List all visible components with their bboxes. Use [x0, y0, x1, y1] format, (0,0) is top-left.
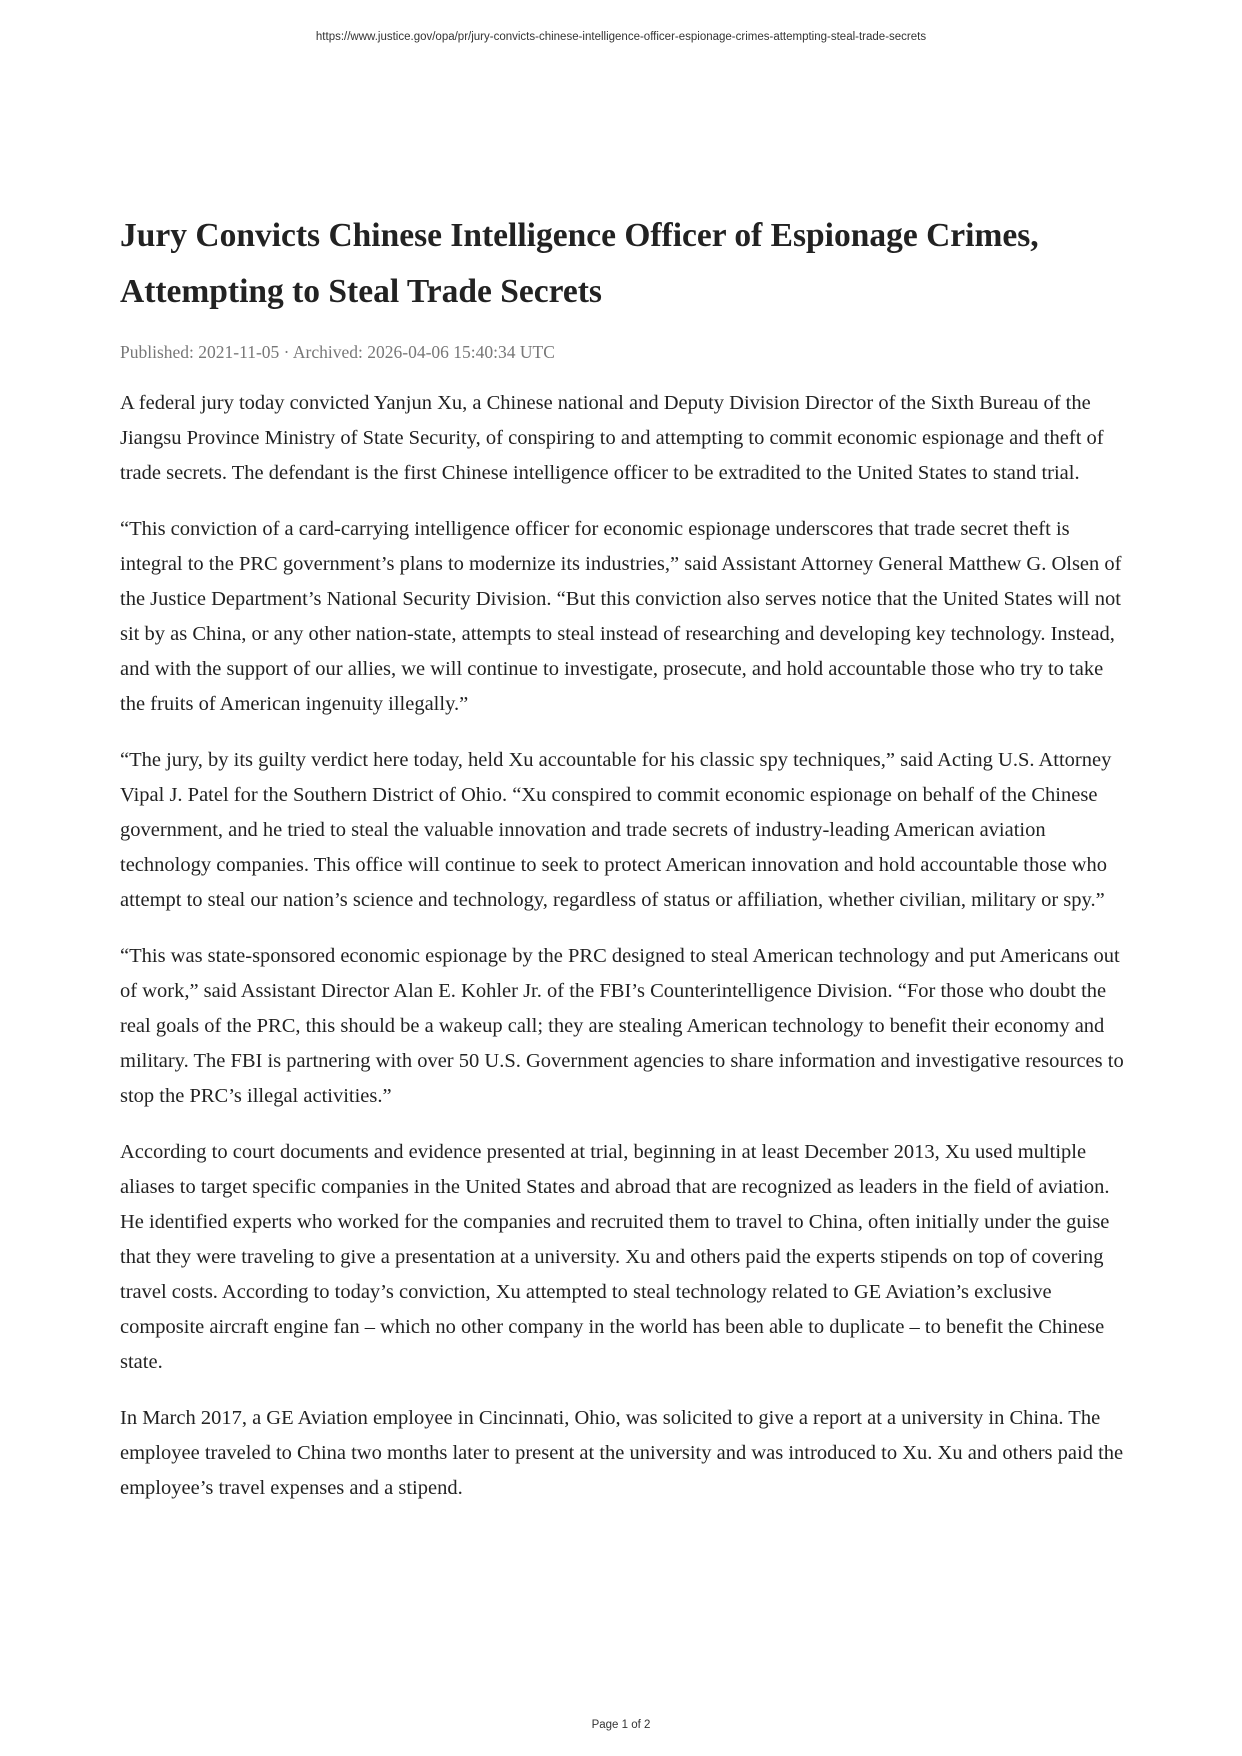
page-number: Page 1 of 2: [591, 1719, 651, 1731]
article-paragraph-3: “The jury, by its guilty verdict here today, held Xu accountable for his classic spy techniques,” said Acting U.S. Attorney Vipal J. Patel for the Southern District of Ohio. “Xu conspired to commit economic espionage on behalf of the Chinese government, and he tried to steal the valuable innovation and trade secrets of industry-leading American aviation technology companies. This office will continue to seek to protect American innovation and hold accountable those who attempt to steal our nation’s science and technology, regardless of status or affiliation, whether civilian, military or spy.”: [120, 749, 1112, 911]
article-title-line-1: Jury Convicts Chinese Intelligence Officer of Espionage Crimes,: [120, 217, 1039, 254]
publication-meta: Published: 2021-11-05 · Archived: 2026-04-06 15:40:34 UTC: [120, 342, 555, 362]
article-paragraph-1: A federal jury today convicted Yanjun Xu, a Chinese national and Deputy Division Director of the Sixth Bureau of the Jiangsu Province Ministry of State Security, of conspiring to and attempting to commit economic espionage and theft of trade secrets. The defendant is the first Chinese intelligence officer to be extradited to the United States to stand trial.: [120, 392, 1104, 484]
article-title-line-2: Attempting to Steal Trade Secrets: [120, 273, 602, 310]
article-paragraph-2: “This conviction of a card-carrying intelligence officer for economic espionage underscores that trade secret theft is integral to the PRC government’s plans to modernize its industries,” said Assistant Attorney General Matthew G. Olsen of the Justice Department’s National Security Division. “But this conviction also serves notice that the United States will not sit by as China, or any other nation-state, attempts to steal instead of researching and developing key technology. Instead, and with the support of our allies, we will continue to investigate, prosecute, and hold accountable those who try to take the fruits of American ingenuity illegally.”: [120, 518, 1122, 715]
page-url-header: https://www.justice.gov/opa/pr/jury-convicts-chinese-intelligence-officer-espionage-crimes-attempting-steal-trade-secrets: [315, 31, 927, 43]
article-paragraph-6: In March 2017, a GE Aviation employee in Cincinnati, Ohio, was solicited to give a report at a university in China. The employee traveled to China two months later to present at the university and was introduced to Xu. Xu and others paid the employee’s travel expenses and a stipend.: [120, 1407, 1124, 1499]
article-title: [120, 208, 1130, 320]
article-paragraph-4: “This was state-sponsored economic espionage by the PRC designed to steal American technology and put Americans out of work,” said Assistant Director Alan E. Kohler Jr. of the FBI’s Counterintelligence Division. “For those who doubt the real goals of the PRC, this should be a wakeup call; they are stealing American technology to benefit their economy and military. The FBI is partnering with over 50 U.S. Government agencies to share information and investigative resources to stop the PRC’s illegal activities.”: [120, 945, 1124, 1107]
article-body: [120, 386, 1130, 1506]
article: [120, 208, 1130, 1527]
article-paragraph-5: According to court documents and evidence presented at trial, beginning in at least December 2013, Xu used multiple aliases to target specific companies in the United States and abroad that are recognized as leaders in the field of aviation. He identified experts who worked for the companies and recruited them to travel to China, often initially under the guise that they were traveling to give a presentation at a university. Xu and others paid the experts stipends on top of covering travel costs. According to today’s conviction, Xu attempted to steal technology related to GE Aviation’s exclusive composite aircraft engine fan – which no other company in the world has been able to duplicate – to benefit the Chinese state.: [120, 1141, 1110, 1373]
